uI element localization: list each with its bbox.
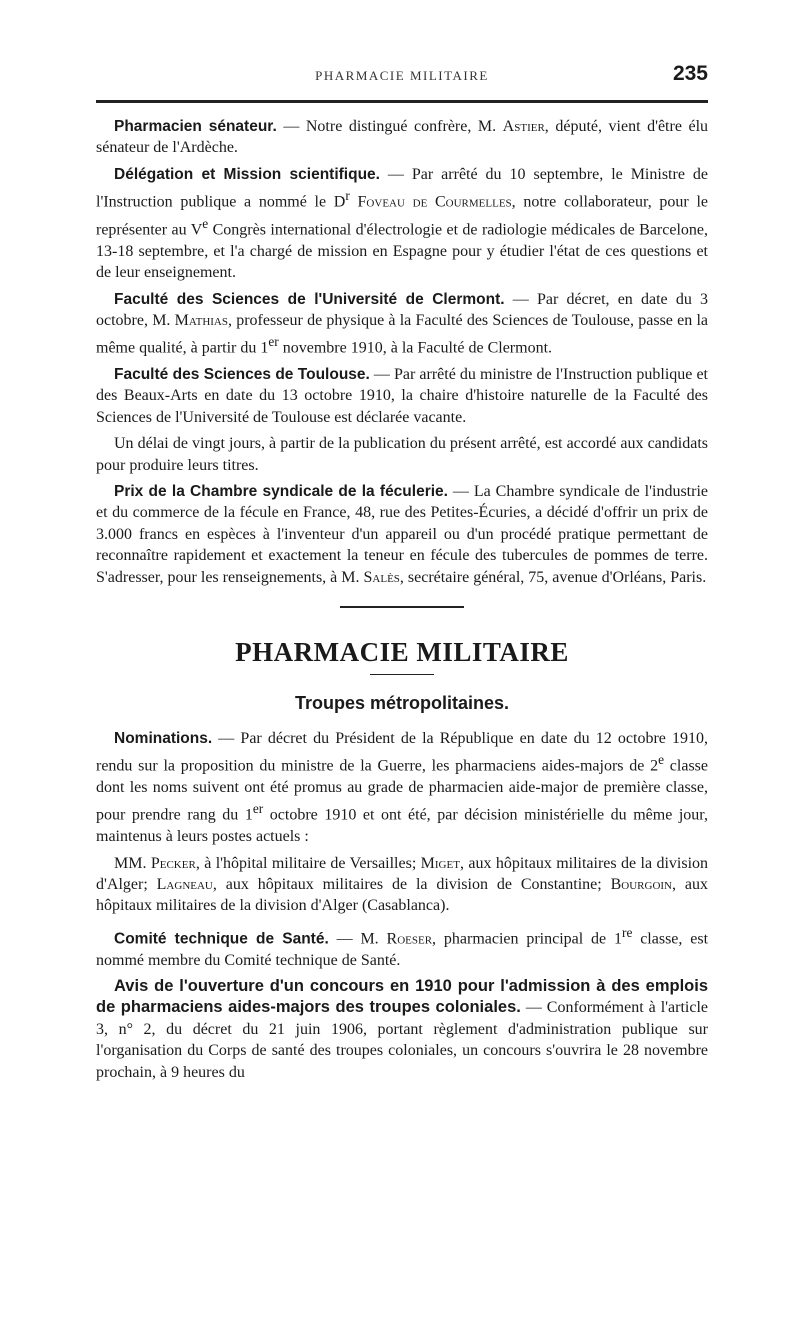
paragraph-comite-technique: Comité technique de Santé. — M. Roeser, pharmacien principal de 1re classe, est nommé membre du Comité technique de Santé. bbox=[96, 924, 709, 969]
paragraph-faculte-toulouse: Faculté des Sciences de Toulouse. — Par arrêté du ministre de l'Instruction publique et des Beaux-Arts en date du 13 octobre 1910, la chaire d'histoire naturelle de la Faculté des Sciences de l'Université de Toulouse est déclarée vacante. bbox=[96, 366, 709, 426]
paragraph-lead: Avis de l'ouverture d'un concours en 1910 pour l'admission à des emplois de pharmaciens aides-majors des troupes coloniales. bbox=[96, 976, 708, 1017]
paragraph-nominations: Nominations. — Par décret du Président de la République en date du 12 octobre 1910, rendu sur la proposition du ministre de la Guerre, les pharmaciens aides-majors de 2e classe dont les noms suivent ont été promus au grade de pharmacien aide-major de première classe, pour prendre rang du 1er octobre 1910 et ont été, par décision ministérielle du même jour, maintenus à leurs postes actuels : bbox=[96, 729, 708, 846]
title-rule bbox=[370, 674, 434, 675]
person-name: Salès bbox=[363, 568, 400, 586]
person-name: Foveau de Courmelles bbox=[357, 193, 512, 211]
running-title: PHARMACIE MILITAIRE bbox=[315, 68, 489, 83]
paragraph-avis-concours: Avis de l'ouverture d'un concours en 1910 pour l'admission à des emplois de pharmaciens aides-majors des troupes coloniales. — Conformément à l'article 3, n° 2, du décret du 21 juin 1906, portant règlement d'administration publique sur l'organisation du Corps de santé des troupes coloniales, un concours s'ouvrira le 28 novembre prochain, à 9 heures du bbox=[96, 976, 708, 1081]
person-name: Pecker bbox=[150, 854, 196, 872]
paragraph-lead: Pharmacien sénateur. bbox=[114, 118, 277, 135]
paragraph-names-list: MM. Pecker, à l'hôpital militaire de Versailles; Miget, aux hôpitaux militaires de la division d'Alger; Lagneau, aux hôpitaux militaires de la division de Constantine; Bourgoin, aux hôpitaux militaires de la division d'Alger (Casablanca). bbox=[96, 854, 709, 915]
header-rule bbox=[96, 100, 708, 103]
section-title: PHARMACIE MILITAIRE bbox=[235, 637, 569, 668]
person-name: Miget bbox=[420, 854, 460, 872]
paragraph-delegation-mission: Délégation et Mission scientifique. — Par arrêté du 10 septembre, le Ministre de l'Instruction publique a nommé le $D^r$ Foveau de Courmelles, notre collaborateur, pour le représenter au Ve Congrès international d'électrologie et de radiologie médicales de Barcelone, 13-18 septembre, et l'a chargé de mission en Espagne pour y étudier l'état de ces questions et de leur enseignement. bbox=[96, 165, 708, 282]
section-subtitle: Troupes métropolitaines. bbox=[294, 692, 510, 713]
paragraph-pharmacien-senateur: Pharmacien sénateur. — Notre distingué confrère, M. Astier, député, vient d'être élu sénateur de l'Ardèche. bbox=[96, 118, 709, 157]
paragraph-lead: Prix de la Chambre syndicale de la féculerie. bbox=[114, 483, 448, 501]
person-name: Roeser bbox=[386, 930, 433, 948]
section-separator bbox=[340, 606, 464, 608]
paragraph-delai: Un délai de vingt jours, à partir de la publication du présent arrêté, est accordé aux candidats pour produire leurs titres. bbox=[96, 435, 708, 474]
person-name: Mathias bbox=[174, 311, 228, 329]
person-name: Lagneau bbox=[156, 876, 213, 894]
paragraph-lead: Délégation et Mission scientifique. bbox=[114, 165, 380, 183]
paragraph-prix-feculerie: Prix de la Chambre syndicale de la féculerie. — La Chambre syndicale de l'industrie et du commerce de la fécule en France, 48, rue des Petites-Écuries, a décidé d'offrir un prix de 3.000 francs en espèces à l'inventeur d'un appareil ou d'un procédé pratique permettant de reconnaître rapidement et exactement la teneur en fécule des tubercules de pommes de terre. S'adresser, pour les renseignements, à M. Salès, secrétaire général, 75, avenue d'Orléans, Paris. bbox=[96, 483, 708, 586]
paragraph-lead: Comité technique de Santé. bbox=[114, 930, 329, 948]
page-number: 235 bbox=[672, 62, 708, 85]
paragraph-faculte-clermont: Faculté des Sciences de l'Université de Clermont. — Par décret, en date du 3 octobre, M. Mathias, professeur de physique à la Faculté des Sciences de Toulouse, passe en la même qualité, à partir du 1er novembre 1910, à la Faculté de Clermont. bbox=[96, 290, 709, 357]
person-name: Astier bbox=[502, 118, 545, 135]
person-name: Bourgoin bbox=[610, 876, 673, 894]
page-body bbox=[96, 116, 708, 1088]
running-header bbox=[96, 62, 708, 92]
paragraph-lead: Faculté des Sciences de Toulouse. bbox=[114, 366, 370, 384]
paragraph-lead: Faculté des Sciences de l'Université de Clermont. bbox=[114, 290, 505, 308]
paragraph-lead: Nominations. bbox=[114, 729, 213, 747]
